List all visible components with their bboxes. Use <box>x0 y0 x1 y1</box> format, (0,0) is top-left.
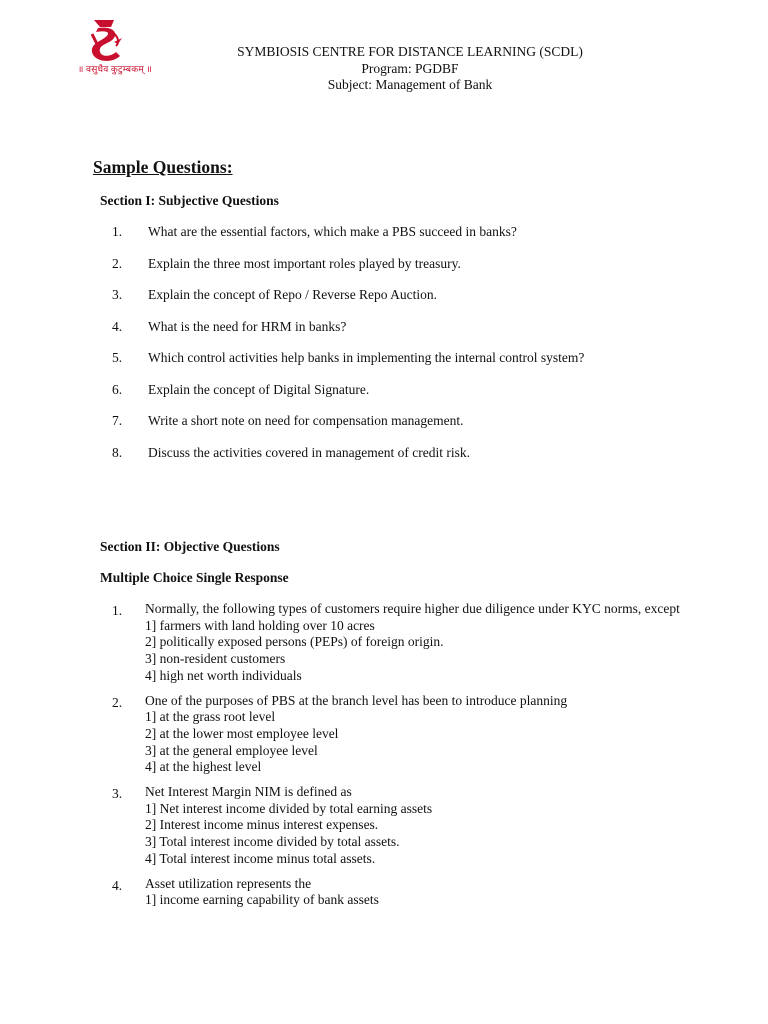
question-body <box>145 693 685 777</box>
mcq-question <box>0 693 768 777</box>
answer-option: 2] Interest income minus interest expenses. <box>145 817 379 833</box>
answer-option: 3] Total interest income divided by total assets. <box>145 834 400 850</box>
mcq-question <box>0 784 768 868</box>
question-number: 1. <box>112 224 123 239</box>
subjective-question <box>0 382 768 414</box>
question-body <box>145 784 685 868</box>
subjective-question <box>0 287 768 319</box>
mcq-question-list <box>0 601 768 917</box>
question-text: One of the purposes of PBS at the branch level has been to introduce planning <box>145 692 568 708</box>
mcq-question <box>0 601 768 685</box>
question-number: 6. <box>112 381 123 397</box>
question-number: 7. <box>112 413 123 428</box>
question-text: Explain the concept of Digital Signature. <box>148 381 370 397</box>
question-text: Discuss the activities covered in management of credit risk. <box>148 444 471 460</box>
document-header <box>0 44 768 94</box>
question-text: What is the need for HRM in banks? <box>148 318 347 334</box>
question-number: 3. <box>112 786 123 802</box>
answer-option: 2] at the lower most employee level <box>145 725 339 741</box>
question-number: 4. <box>112 318 123 334</box>
header-subject: Subject: Management of Bank <box>327 77 493 92</box>
question-number: 2. <box>112 255 123 271</box>
answer-option: 1] at the grass root level <box>145 709 276 725</box>
answer-option: 1] income earning capability of bank assets <box>145 892 379 908</box>
question-text: Which control activities help banks in implementing the internal control system? <box>148 350 585 365</box>
header-program: Program: PGDBF <box>361 60 459 76</box>
answer-option: 3] at the general employee level <box>145 742 318 758</box>
question-body <box>145 601 685 685</box>
question-number: 2. <box>112 694 123 710</box>
question-text: Normally, the following types of customers require higher due diligence under KYC norms, except <box>145 601 680 616</box>
question-body <box>145 876 685 909</box>
subjective-question <box>0 445 768 477</box>
section2-heading: Section II: Objective Questions <box>100 539 280 554</box>
answer-option: 1] Net interest income divided by total earning assets <box>145 800 433 816</box>
subjective-question <box>0 350 768 382</box>
question-text: Asset utilization represents the <box>145 875 312 891</box>
subjective-question <box>0 413 768 445</box>
question-text: Explain the three most important roles played by treasury. <box>148 255 461 271</box>
subjective-question <box>0 319 768 351</box>
question-text: What are the essential factors, which make a PBS succeed in banks? <box>148 224 517 239</box>
section1-heading: Section I: Subjective Questions <box>100 193 279 208</box>
subjective-question <box>0 224 768 256</box>
answer-option: 3] non-resident customers <box>145 651 286 667</box>
answer-option: 4] Total interest income minus total assets. <box>145 850 376 866</box>
mcq-subheading: Multiple Choice Single Response <box>100 570 289 585</box>
answer-option: 2] politically exposed persons (PEPs) of foreign origin. <box>145 634 444 650</box>
question-number: 4. <box>112 877 123 893</box>
question-text: Write a short note on need for compensation management. <box>148 413 464 428</box>
question-number: 8. <box>112 444 123 460</box>
question-text: Net Interest Margin NIM is defined as <box>145 784 352 800</box>
question-number: 3. <box>112 287 123 302</box>
question-number: 1. <box>112 603 123 618</box>
question-number: 5. <box>112 350 123 365</box>
page-title: Sample Questions: <box>93 157 233 177</box>
answer-option: 4] high net worth individuals <box>145 667 302 683</box>
logo-motto: ॥ वसुधैव कुटुम्बकम् ॥ <box>78 64 152 74</box>
answer-option: 1] farmers with land holding over 10 acres <box>145 617 375 633</box>
question-text: Explain the concept of Repo / Reverse Repo Auction. <box>148 287 438 302</box>
header-institution: SYMBIOSIS CENTRE FOR DISTANCE LEARNING (SCDL) <box>237 44 583 59</box>
subjective-question-list <box>0 224 768 476</box>
mcq-question <box>0 876 768 909</box>
subjective-question <box>0 256 768 288</box>
answer-option: 4] at the highest level <box>145 759 262 775</box>
